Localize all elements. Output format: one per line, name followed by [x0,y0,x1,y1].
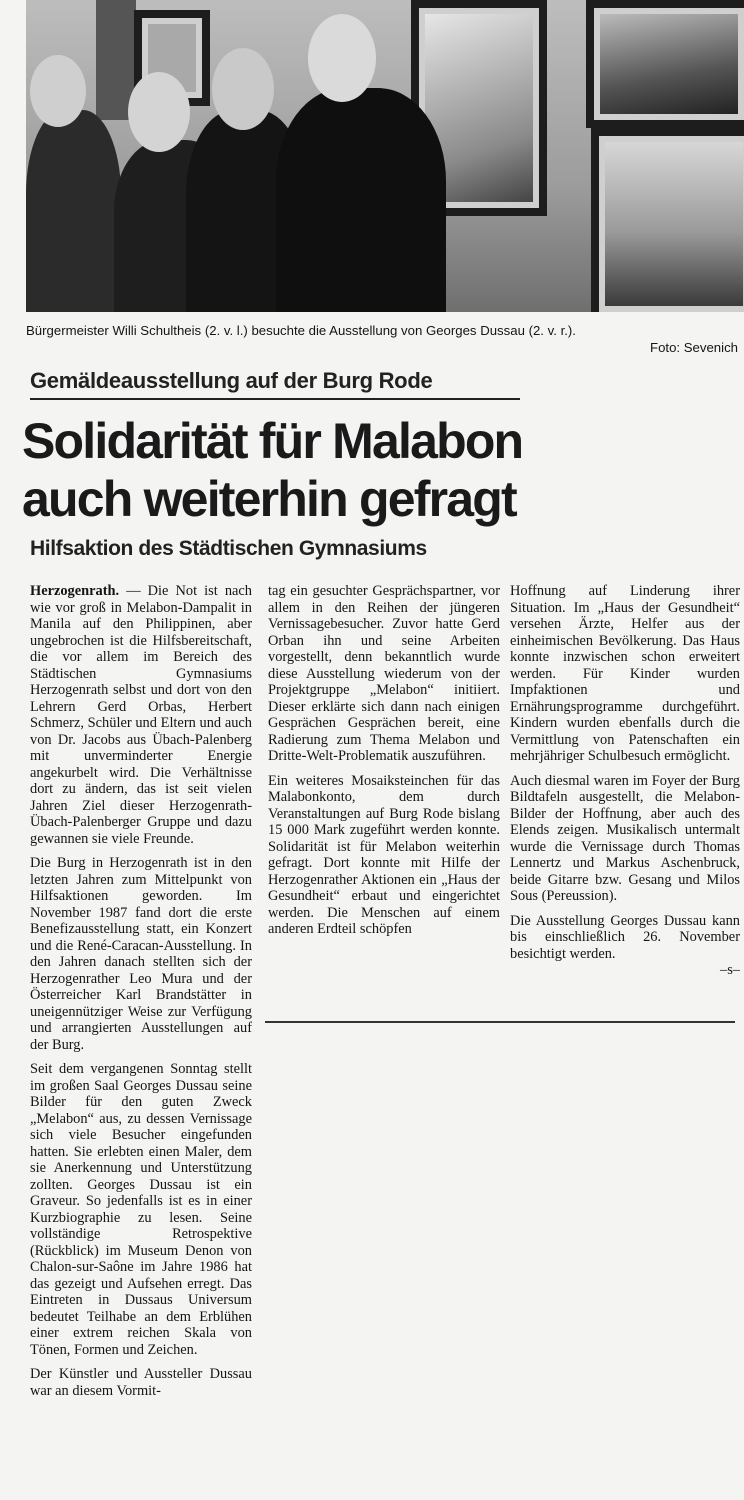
paragraph [30,583,252,847]
subheadline: Hilfsaktion des Städtischen Gymnasiums [30,537,427,560]
paragraph: Die Burg in Herzogenrath ist in den letzten Jahren zum Mittelpunkt von Hilfsaktionen geworden. Im November 1987 fand dort die erste Benefizausstellung statt, ein Konzert und die René-Caracan-Ausstellung. In den Jahren danach stellten sich der Herzogenrather Leo Mura und der Österreicher Karl Brandstätter in uneigennütziger Weise zur Verfügung und arrangierten Ausstellungen auf der Burg. [30,855,252,1053]
article-photo [26,0,744,312]
article-column-1 [30,583,252,1407]
paragraph: Der Künstler und Aussteller Dussau war an diesem Vormit- [30,1366,252,1399]
caption-text: Bürgermeister Willi Schultheis (2. v. l.) besuchte die Ausstellung von Georges Dussau (2. v. r.). [26,323,576,338]
author-signature: –s– [720,962,740,978]
paragraph: Auch diesmal waren im Foyer der Burg Bildtafeln ausgestellt, die Melabon-Bilder der Hoffnung, aber auch des Elends zeigen. Musikalisch untermalt wurde die Vernissage durch Thomas Lennertz und Markus Aschenbruck, beide Gitarre bzw. Gesang und Milos Sous (Pereussion). [510,772,740,904]
headline [22,412,522,528]
kicker-underline [30,398,520,400]
picture-frame-right-top [586,0,744,128]
person-3-head [212,48,274,130]
person-2-head [128,72,190,152]
photo-credit: Foto: Sevenich [650,340,738,355]
paragraph: tag ein gesuchter Gesprächspartner, vor allem in den Reihen der jüngeren Vernissagebesucher. Zuvor hatte Gerd Orban ihn und seine Arbeiten vorgestellt, denn bekanntlich wurde diese Ausstellung wiederum von der Projektgruppe „Melabon“ initiiert. Dieser erklärte sich dann nach einigen Gesprächen Gesprächen bereit, eine Radierung zum Thema Melabon und Dritte-Welt-Problematik auszuführen. [268,583,500,764]
paragraph: Die Ausstellung Georges Dussau kann bis einschließlich 26. November besichtigt werden. [510,912,740,962]
paragraph: Seit dem vergangenen Sonntag stellt im großen Saal Georges Dussau seine Bilder für den guten Zweck „Melabon“ aus, zu dessen Vernissage sich viele Besucher eingefunden hatten. Sie erlebten einen Maler, dem sie Anerkennung und Unterstützung zollten. Georges Dussau ist ein Graveur. So jedenfalls ist es in einer Kurzbiographie zu lesen. Seine vollständige Retrospektive (Rückblick) im Museum Denon von Chalon-sur-Saône im Jahre 1986 hat das gezeigt und Aufsehen erregt. Das Eintreten in Dussaus Universum bedeutet Teilhabe an dem Erblühen einer extrem reichen Skala von Tönen, Formen und Zeichen. [30,1061,252,1358]
person-4 [276,88,446,312]
article-column-3 [510,583,740,979]
photo-caption [26,322,744,356]
article-end-rule [265,1021,735,1023]
picture-frame-right-bottom [591,128,744,312]
article-column-2 [268,583,500,946]
paragraph: Hoffnung auf Linderung ihrer Situation. Im „Haus der Gesundheit“ versehen Ärzte, Helfer aus der einheimischen Bevölkerung. Das Haus konnte inzwischen schon erweitert werden. Für Kinder wurden Impfaktionen und Ernährungsprogramme durchgeführt. Kindern wurden ebenfalls durch die Vermittlung von Patenschaften ein mehrjähriger Schulbesuch ermöglicht. [510,583,740,764]
headline-line-2: auch weiterhin gefragt [22,471,516,527]
byline: Herzogenrath. [30,583,120,599]
kicker: Gemäldeausstellung auf der Burg Rode [30,368,433,393]
person-4-head [308,14,376,102]
paragraph-text: — Die Not ist nach wie vor groß in Melabon-Dampalit in Manila auf den Philippinen, aber ungebrochen ist die Hilfsbereitschaft, die vor allem im Bereich des Städtischen Gymnasiums Herzogenrath selbst und dort von den Lehrern Gerd Orbas, Herbert Schmerz, Schüler und Eltern und auch von Dr. Jacobs aus Übach-Palenberg mit unverminderter Energie angekurbelt wird. Die Verhältnisse dort zu ändern, das ist seit vielen Jahren Ziel dieser Herzogenrath-Übach-Palenberger Gruppe und dazu gewannen sie viele Freunde. [30,583,252,847]
headline-line-1: Solidarität für Malabon [22,413,523,469]
paragraph: Ein weiteres Mosaiksteinchen für das Malabonkonto, dem durch Veranstaltungen auf Burg Rode bislang 15 000 Mark zugeführt werden konnte. Solidarität ist für Melabon weiterhin gefragt. Dort konnte mit Hilfe der Herzogenrather Aktionen ein „Haus der Gesundheit“ erbaut und eingerichtet werden. Die Menschen auf einem anderen Erdteil schöpfen [268,772,500,937]
person-1-head [30,55,86,127]
person-1 [26,110,121,312]
